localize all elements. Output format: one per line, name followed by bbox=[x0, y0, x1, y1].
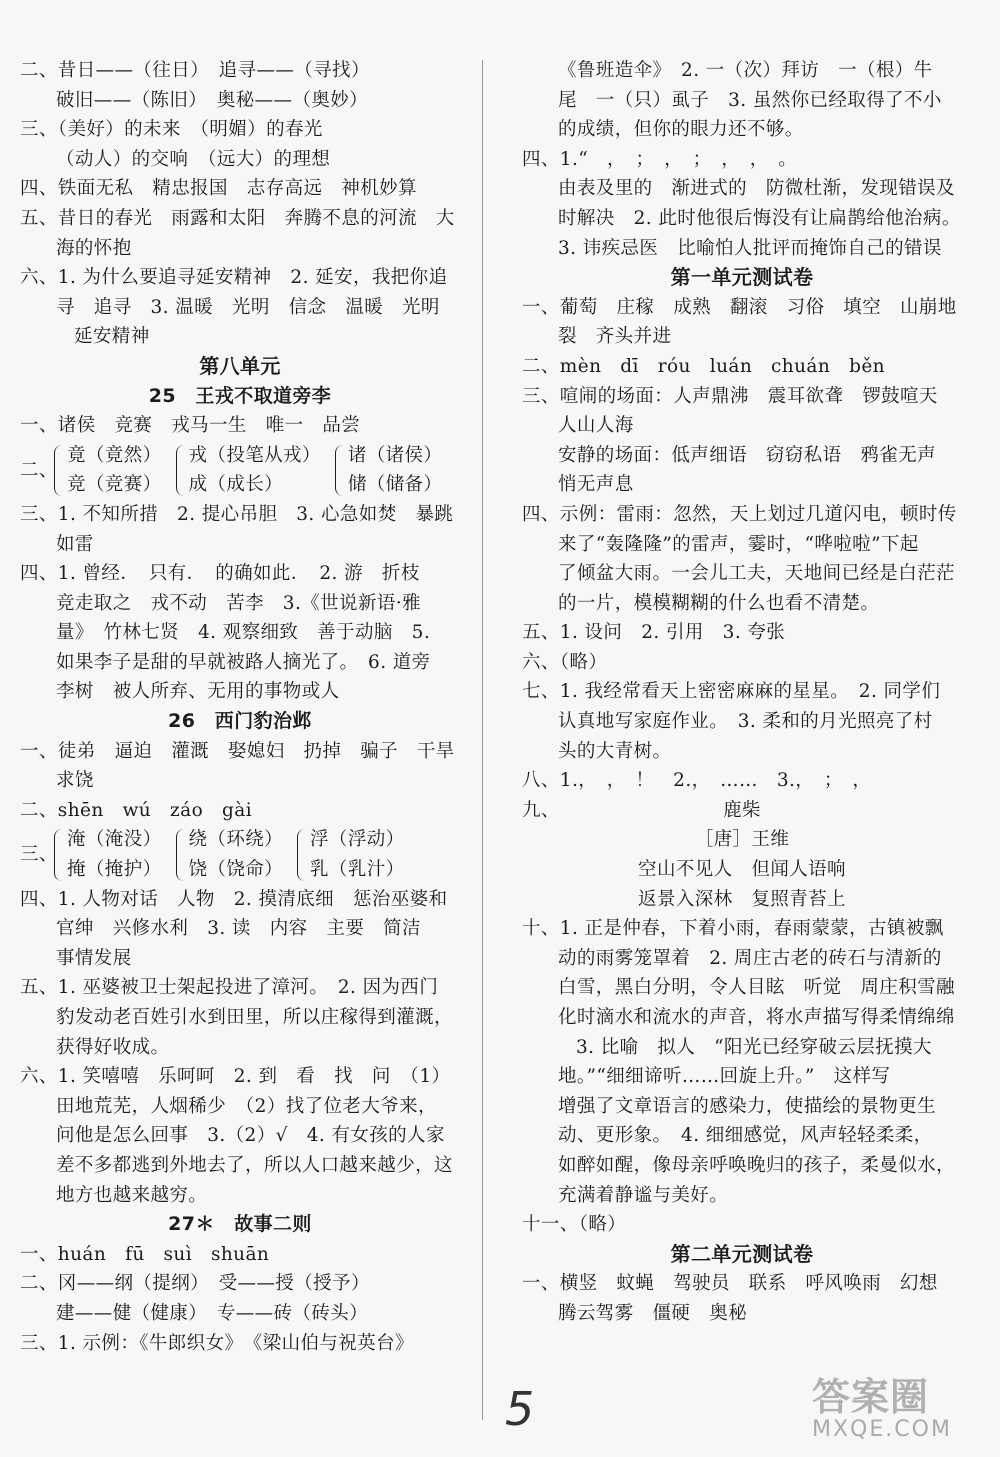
left-column bbox=[20, 56, 460, 1358]
answer-line: 五、1. 设问 2. 引用 3. 夸张 bbox=[522, 622, 786, 644]
answer-line: 腾云驾雾 僵硬 奥秘 bbox=[558, 1302, 748, 1324]
answer-line: 三、喧闹的场面：人声鼎沸 震耳欲聋 锣鼓喧天 bbox=[522, 385, 938, 407]
brace-item: 竟（竟然） bbox=[67, 444, 162, 466]
answer-line: 问他是怎么回事 3.（2）√ 4. 有女孩的人家 bbox=[56, 1125, 445, 1147]
answer-line: 六、（略） bbox=[522, 651, 608, 673]
answer-line: 四、1. 曾经． 只有． 的确如此． 2. 游 折枝 bbox=[20, 563, 420, 585]
answer-line: 时解决 2. 此时他很后悔没有让扁鹊给他治病。 bbox=[558, 207, 961, 229]
brace-group-block bbox=[20, 441, 460, 500]
answer-line: 四、1. 人物对话 人物 2. 摸清底细 惩治巫婆和 bbox=[20, 888, 448, 910]
answer-line: 来了“轰隆隆”的雷声，霎时，“哗啦啦”下起 bbox=[558, 533, 919, 555]
answer-line: 二、冈——纲（提纲） 受——授（授予） bbox=[20, 1273, 370, 1295]
answer-line: 四、铁面无私 精忠报国 志存高远 神机妙算 bbox=[20, 178, 417, 200]
answer-line: 二、shēn wú záo gài bbox=[20, 799, 253, 821]
answer-line: 3. 比喻 拟人 “阳光已经穿破云层抚摸大 bbox=[576, 1036, 932, 1058]
answer-line: 一、横竖 蚊蝇 驾驶员 联系 呼风唤雨 幻想 bbox=[522, 1273, 938, 1295]
answer-line: 的成绩，但你的眼力还不够。 bbox=[558, 119, 804, 141]
answer-line: 十一、（略） bbox=[522, 1214, 627, 1236]
answer-line: 六、1. 笑嘻嘻 乐呵呵 2. 到 看 找 问 （1） bbox=[20, 1066, 451, 1088]
right-column: 《鲁班造伞》 2. 一（次）拜访 一（根）牛 尾 一（只）虱子 3. 虽然你已经取得了不小 的成绩，但你的眼力还不够。 四、1.“ ， ； ， ； ， ， 。 由表及里的 渐进式的 防微杜渐，发现错误及 时解决 2. 此时他很后悔没有让扁鹊给他治病。 3. 讳疾忌医 比喻怕人批评而掩饰自己的错误 第一单元测试卷 一、葡萄 庄稼 成熟 翻滚 习俗 填空 山崩地 裂 齐头并进 二、mèn dī róu luán chuán běn 三、喧闹的场面：人声鼎沸 震耳欲聋 锣鼓喧天 人山人海 安静的场面：低声细语 窃窃私语 鸦雀无声 悄无声息 四、示例：雷雨：忽然，天上划过几道闪电，顿时传 来了“轰隆隆”的雷声，霎时，“哗啦啦”下起 了倾盆大雨。一会儿工夫，天地间已经是白茫茫 的一片，模模糊糊的什么也看不清楚。 五、1. 设问 2. 引用 3. 夸张 六、（略） 七、1. 我经常看天上密密麻麻的星星。 2. 同学们 认真地写家庭作业。 3. 柔和的月光照亮了村 头的大青树。 八、1.， ， ！ 2.， …… 3.， ； ， 九、 鹿柴 ［唐］王维 空山不见人 但闻人语响 返景入深林 复照青苔上 十、1. 正是仲春，下着小雨，春雨蒙蒙，古镇被飘 动的雨雾笼罩着 2. 周庄古老的砖石与清新的 白雪，黑白分明，令人目眩 听觉 周庄积雪融 化时滴水和流水的声音，将水声描写得柔情绵绵 3. 比喻 拟人 “阳光已经穿破云层抚摸大 地。”“细细谛听……回旋上升。” 这样写 增强了文章语言的感染力，使描绘的景物更生 动、更形象。 4. 细细感觉，风声轻轻柔柔， 如醉如醒，像母亲呼唤晚归的孩子，柔曼似水， 充满着静谧与美好。 十一、（略） 第二单元测试卷 一、横竖 蚊蝇 驾驶员 联系 呼风唤雨 幻想 腾云驾雾 僵硬 奥秘 bbox=[522, 56, 962, 1329]
answer-line: 事情发展 bbox=[56, 947, 132, 969]
column-divider bbox=[482, 60, 483, 1420]
brace-item: 掩（掩护） bbox=[67, 859, 162, 881]
answer-line: 的一片，模模糊糊的什么也看不清楚。 bbox=[558, 592, 880, 614]
question-label: 三、 bbox=[20, 844, 58, 866]
brace-item: 浮（浮动） bbox=[310, 829, 405, 851]
answer-line: 寻 追寻 3. 温暖 光明 信念 温暖 光明 bbox=[56, 296, 440, 318]
answer-line: 八、1.， ， ！ 2.， …… 3.， ； ， bbox=[522, 770, 872, 792]
answer-line: 一、徒弟 逼迫 灌溉 娶媳妇 扔掉 骗子 干旱 bbox=[20, 740, 455, 762]
answer-line: 建——健（健康） 专——砖（砖头） bbox=[56, 1302, 369, 1324]
poem-author: ［唐］王维 bbox=[694, 829, 790, 851]
brace-item: 淹（淹没） bbox=[67, 829, 162, 851]
answer-line: 增强了文章语言的感染力，使描绘的景物更生 bbox=[558, 1095, 937, 1117]
answer-line: 化时滴水和流水的声音，将水声描写得柔情绵绵 bbox=[558, 1007, 955, 1028]
answer-line: 海的怀抱 bbox=[56, 237, 132, 259]
brace-item: 竞（竞赛） bbox=[67, 474, 162, 496]
answer-line: 充满着静谧与美好。 bbox=[558, 1184, 729, 1206]
question-label: 二、 bbox=[20, 459, 58, 481]
brace-item: 成（成长） bbox=[188, 474, 284, 496]
answer-line: 人山人海 bbox=[558, 415, 634, 437]
lesson-title: 27＊ 故事二则 bbox=[168, 1213, 312, 1236]
brace-item: 诸（诸侯） bbox=[347, 444, 443, 466]
brace-item: 储（储备） bbox=[347, 474, 443, 496]
answer-line: 破旧——（陈旧） 奥秘——（奥妙） bbox=[56, 89, 369, 111]
brace-group bbox=[176, 441, 321, 500]
brace-item: 乳（乳汁） bbox=[310, 859, 405, 881]
answer-line: 动、更形象。 4. 细细感觉，风声轻轻柔柔， bbox=[558, 1125, 933, 1147]
answer-line: 了倾盆大雨。一会儿工夫，天地间已经是白茫茫 bbox=[558, 563, 955, 585]
answer-line: 获得好收成。 bbox=[56, 1036, 170, 1058]
brace-group bbox=[54, 825, 162, 884]
answer-line: 如果李子是甜的早就被路人摘光了。 6. 道旁 bbox=[56, 651, 431, 673]
answer-line: 如雷 bbox=[56, 533, 94, 555]
answer-line: 七、1. 我经常看天上密密麻麻的星星。 2. 同学们 bbox=[522, 681, 941, 703]
answer-line: 《鲁班造伞》 2. 一（次）拜访 一（根）牛 bbox=[558, 60, 933, 81]
answer-line: 官绅 兴修水利 3. 读 内容 主要 简洁 bbox=[56, 918, 421, 940]
answer-line: 三、1. 不知所措 2. 提心吊胆 3. 心急如焚 暴跳 bbox=[20, 503, 454, 525]
answer-line: 二、mèn dī róu luán chuán běn bbox=[522, 355, 885, 377]
brace-group bbox=[176, 825, 284, 884]
answer-line: 豹发动老百姓引水到田里，所以庄稼得到灌溉， bbox=[56, 1007, 453, 1028]
test-heading: 第一单元测试卷 bbox=[670, 265, 814, 290]
lesson-title: 25 王戎不取道旁李 bbox=[148, 384, 332, 407]
watermark-text: 答案圈 bbox=[812, 1375, 930, 1419]
brace-group bbox=[297, 825, 405, 884]
brace-item: 绕（环绕） bbox=[188, 829, 284, 851]
answer-line: 求饶 bbox=[56, 770, 94, 792]
answer-line: 李树 被人所弃、无用的事物或人 bbox=[56, 681, 340, 703]
answer-line: 地方也越来越穷。 bbox=[56, 1184, 208, 1206]
test-heading: 第二单元测试卷 bbox=[670, 1241, 814, 1266]
answer-line: 悄无声息 bbox=[558, 474, 634, 496]
answer-line: 动的雨雾笼罩着 2. 周庄古老的砖石与清新的 bbox=[558, 947, 942, 969]
answer-line: 四、示例：雷雨：忽然，天上划过几道闪电，顿时传 bbox=[522, 503, 957, 525]
poem-line: 空山不见人 但闻人语响 bbox=[638, 859, 846, 881]
answer-line: 二、昔日——（往日） 追寻——（寻找） bbox=[20, 60, 370, 81]
answer-line: 裂 齐头并进 bbox=[558, 326, 672, 348]
answer-line: （动人）的交响 （远大）的理想 bbox=[56, 148, 331, 170]
answer-line: 如醉如醒，像母亲呼唤晚归的孩子，柔曼似水， bbox=[558, 1154, 955, 1176]
answer-line: 一、葡萄 庄稼 成熟 翻滚 习俗 填空 山崩地 bbox=[522, 296, 957, 318]
brace-group bbox=[54, 441, 162, 500]
answer-line: 延安精神 bbox=[74, 326, 150, 348]
answer-line: 3. 讳疾忌医 比喻怕人批评而掩饰自己的错误 bbox=[558, 237, 942, 259]
answer-line: 一、huán fū suì shuān bbox=[20, 1243, 270, 1265]
answer-line: 安静的场面：低声细语 窃窃私语 鸦雀无声 bbox=[558, 444, 937, 466]
answer-line: 量》 竹林七贤 4. 观察细致 善于动脑 5. bbox=[56, 622, 431, 644]
page-number: 5 bbox=[505, 1382, 535, 1436]
answer-line: 白雪，黑白分明，令人目眩 听觉 周庄积雪融 bbox=[558, 977, 955, 999]
answer-line: 头的大青树。 bbox=[558, 740, 672, 762]
answer-line: 十、1. 正是仲春，下着小雨，春雨蒙蒙，古镇被飘 bbox=[522, 918, 944, 940]
lesson-title: 26 西门豹治邺 bbox=[168, 710, 312, 733]
answer-line: 一、诸侯 竞赛 戎马一生 唯一 品尝 bbox=[20, 415, 361, 437]
answer-line: 三、1. 示例：《牛郎织女》 《梁山伯与祝英台》 bbox=[20, 1332, 414, 1354]
answer-line: 五、1. 巫婆被卫士架起投进了漳河。 2. 因为西门 bbox=[20, 977, 439, 999]
poem-line: 返景入深林 复照青苔上 bbox=[638, 888, 846, 910]
answer-line: 田地荒芜，人烟稀少 （2）找了位老大爷来， bbox=[56, 1095, 437, 1117]
answer-line: 差不多都逃到外地去了，所以人口越来越少，这 bbox=[56, 1154, 453, 1176]
brace-group-block bbox=[20, 825, 460, 884]
watermark-logo bbox=[812, 1366, 988, 1450]
brace-icon bbox=[176, 445, 186, 496]
answer-line: 地。”“细细谛听……回旋上升。” 这样写 bbox=[558, 1066, 891, 1088]
answer-line: 竞走取之 戎不动 苦李 3.《世说新语·雅 bbox=[56, 592, 421, 614]
brace-icon bbox=[54, 829, 64, 880]
brace-item: 戎（投笔从戎） bbox=[188, 444, 321, 466]
answer-line: 三、（美好）的未来 （明媚）的春光 bbox=[20, 119, 323, 141]
answer-line: 认真地写家庭作业。 3. 柔和的月光照亮了村 bbox=[558, 711, 933, 733]
brace-icon bbox=[335, 445, 345, 496]
brace-group bbox=[335, 441, 443, 500]
poem-title: 鹿柴 bbox=[723, 799, 761, 821]
answer-line: 尾 一（只）虱子 3. 虽然你已经取得了不小 bbox=[558, 89, 942, 111]
answer-line: 由表及里的 渐进式的 防微杜渐，发现错误及 bbox=[558, 178, 955, 200]
brace-item: 饶（饶命） bbox=[188, 859, 284, 881]
brace-icon bbox=[297, 829, 307, 880]
brace-icon bbox=[54, 445, 64, 496]
brace-icon bbox=[176, 829, 186, 880]
unit-heading: 第八单元 bbox=[199, 353, 281, 378]
answer-line: 六、1. 为什么要追寻延安精神 2. 延安，我把你追 bbox=[20, 267, 448, 289]
answer-line: 四、1.“ ， ； ， ； ， ， 。 bbox=[522, 148, 798, 170]
answer-line: 五、昔日的春光 雨露和太阳 奔腾不息的河流 大 bbox=[20, 207, 455, 229]
watermark-url: MXQE.COM bbox=[812, 1417, 952, 1442]
